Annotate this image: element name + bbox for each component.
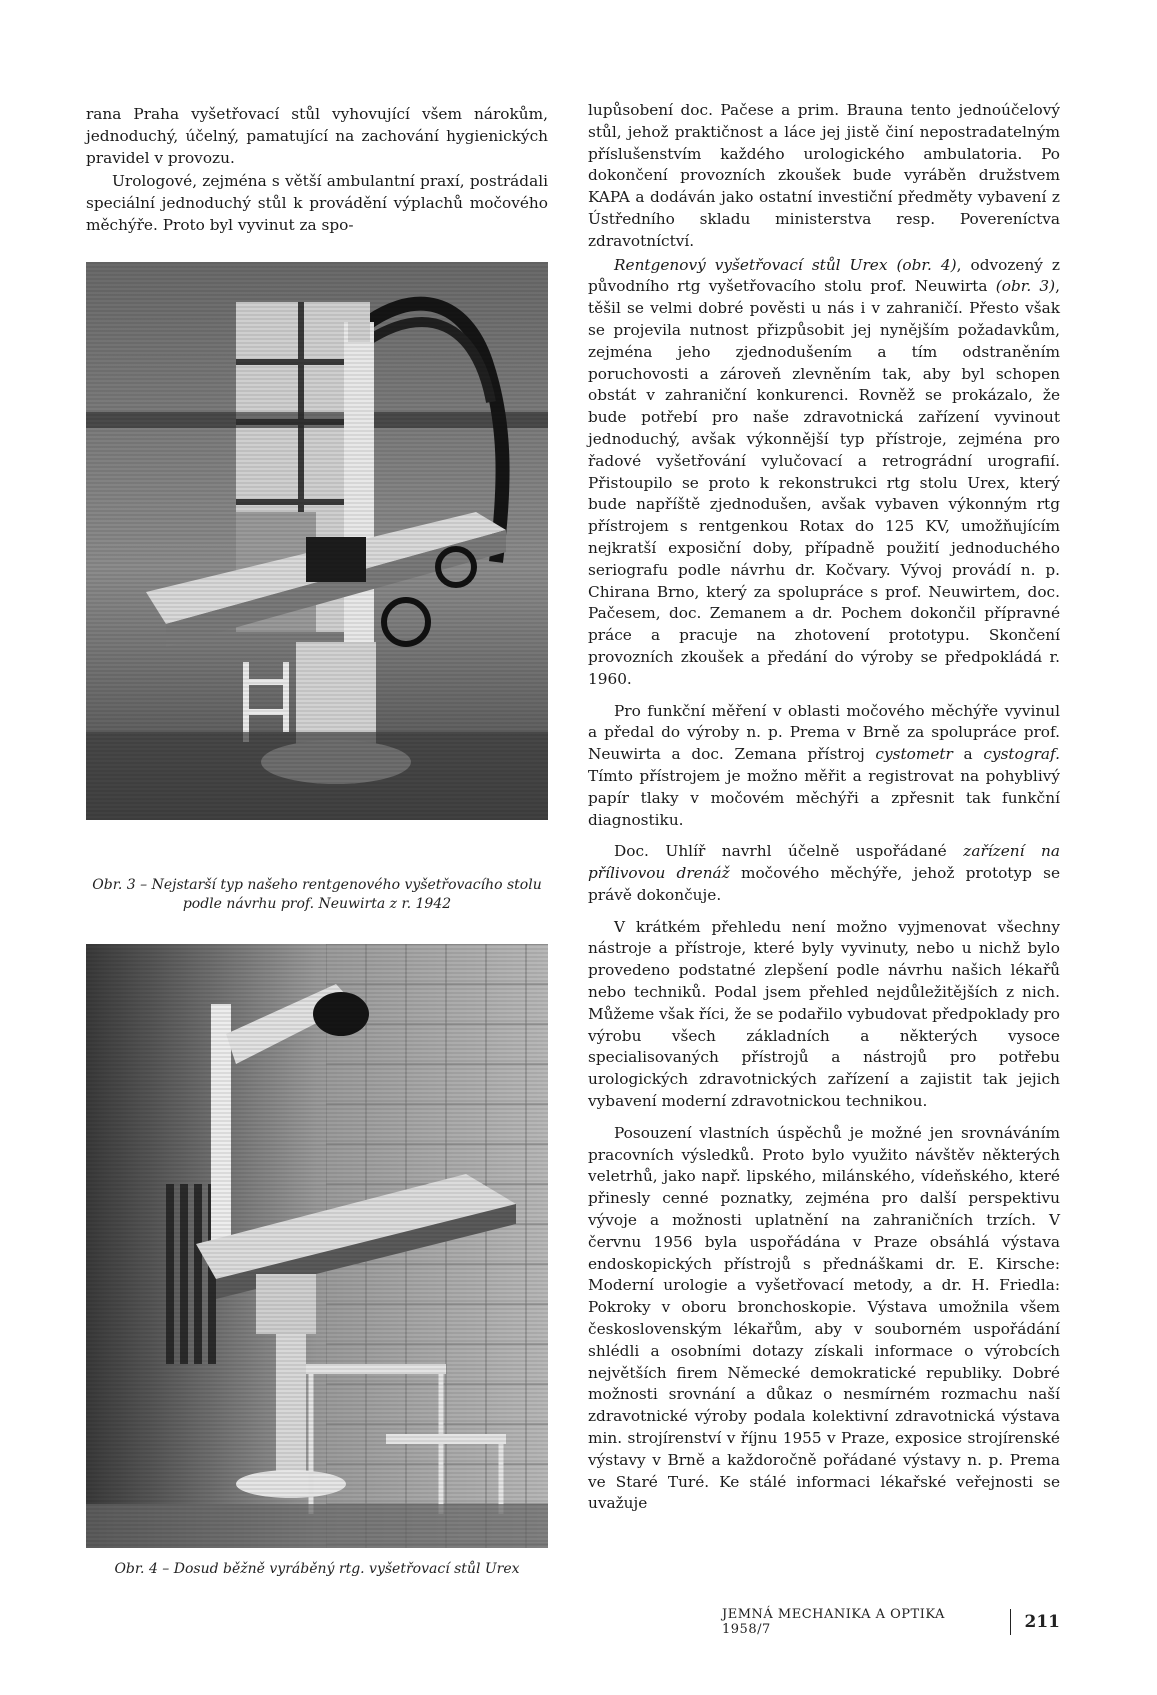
right-paragraph-1: lupůsobení doc. Pačese a prim. Brauna tento jednoúčelový stůl, jehož praktičnost a láce jej jistě činí nepostradatelným příslušenstvím každého urologického ambulatoria. Po dokončení provozních zkoušek bude vyráběn družstvem KAPA a dodáván jako ostatní investiční předměty vybavení z Ústředního skladu ministerstva resp. Povereníctva zdravotníctví. [588, 101, 1060, 250]
p3-and: a [952, 745, 984, 764]
figure-3-photo [86, 262, 548, 820]
urex-title-italic: Rentgenový vyšetřovací stůl Urex [614, 255, 888, 274]
xray-table-urex-photo [86, 944, 548, 1548]
left-paragraph-2: Urologové, zejména s větší ambulantní praxí, postrádali speciální jednoduchý stůl k provádění výplachů močového měchýře. Proto byl vyvinut za spo- [86, 172, 548, 234]
p2-rest: , těšil se velmi dobré pověsti u nás i v zahraničí. Přesto však se projevila nutnost přizpůsobit jej nynějším požadavkům, zejména jeho zjednodušením a tím odstraněním poruchovosti a zároveň zlevněním tak, aby byl schopen obstát v zahraniční konkurenci. Rovněž se prokázalo, že bude potřebí pro naše zdravotnická zařízení vyvinout jednoduchý, avšak výkonnější typ přístroje, zejména pro řadové vyšetřování vylučovací a retrográdní urografií. Přistoupilo se proto k rekonstrukci rtg stolu Urex, který bude napříště zjednodušen, avšak vybaven výkonným rtg přístrojem s rentgenkou Rotax do 125 KV, umožňujícím nejkratší exposiční doby, případně použití jednoduchého seriografu podle návrhu dr. Kočvary. Vývoj provádí n. p. Chirana Brno, který za spolupráce s prof. Neuwirtem, doc. Pačesem, doc. Zemanem a dr. Pochem dokončil přípravné práce a pracuje na zhotovení prototypu. Skončení provozních zkoušek a předání do výroby se předpokládá r. 1960. [588, 277, 1060, 688]
page-number: 211 [1024, 1612, 1060, 1632]
right-paragraph-3 [588, 701, 1060, 832]
right-paragraph-4 [588, 841, 1060, 906]
figure-3-caption: Obr. 3 – Nejstarší typ našeho rentgenového vyšetřovacího stolu podle návrhu prof. Neuwirta z r. 1942 [92, 877, 542, 912]
left-paragraph-1: rana Praha vyšetřovací stůl vyhovující všem nárokům, jednoduchý, účelný, pamatující na zachování hygienických pravidel v provozu. [86, 105, 548, 167]
obr3-ref: (obr. 3) [995, 277, 1056, 296]
drenaz-italic: zařízení na přílivovou drenáž [588, 842, 1061, 883]
p4-rest: močového měchýře, jehož prototyp se právě dokončuje. [588, 864, 1060, 904]
cystometr-italic: cystometr [875, 745, 953, 764]
right-paragraph-6: Posouzení vlastních úspěchů je možné jen srovnáváním pracovních výsledků. Proto bylo využito návštěv některých veletrhů, jako např. lipského, milánského, vídeňského, které přinesly cenné poznatky, zejména pro další perspektivu vývoje a možnosti uplatnění na zahraničních trzích. V červnu 1956 byla uspořádána v Praze obsáhlá výstava endoskopických přístrojů s přednáškami dr. E. Kirsche: Moderní urologie a vyšetřovací metody, a dr. H. Friedla: Pokroky v oboru bronchoskopie. Výstava umožnila všem československým lékařům, aby v souborném uspořádání shlédli a osobními dotazy získali informace o výrobcích největších firem Německé demokratické republiky. Dobré možnosti srovnání a důkaz o nesmírném rozmachu naší zdravotnické výroby podala kolektivní zdravotnická výstava min. strojírenství v říjnu 1955 v Praze, exposice strojírenské výstavy v Brně a každoročně pořádané výstavy n. p. Prema ve Staré Turé. Ke stálé informaci lékařské veřejnosti se uvažuje [588, 1123, 1060, 1513]
obr4-ref: (obr. 4) [896, 255, 957, 274]
journal-name: JEMNÁ MECHANIKA A OPTIKA 1958/7 [722, 1607, 945, 1637]
p3-rest: Tímto přístrojem je možno měřit a registrovat na pohyblivý papír tlaky v močovém měchýři a zpřesnit tak funkční diagnostiku. [588, 766, 1060, 829]
footer-divider [1010, 1609, 1011, 1635]
left-column [86, 104, 548, 237]
p2-mid: , odvozený z původního rtg vyšetřovacího stolu prof. Neuwirta [588, 255, 1060, 296]
figure-4-photo [86, 944, 548, 1548]
right-column [588, 100, 1060, 1515]
figure-4-caption: Obr. 4 – Dosud běžně vyráběný rtg. vyšetřovací stůl Urex [114, 1561, 520, 1577]
xray-table-1942-photo [86, 262, 548, 820]
page-footer [722, 1608, 1060, 1636]
p4-start: Doc. Uhlíř navrhl účelně uspořádané [614, 842, 964, 861]
right-paragraph-5: V krátkém přehledu není možno vyjmenovat všechny nástroje a přístroje, které byly vyvinuty, nebo u nichž bylo provedeno podstatné zlepšení podle návrhu našich lékařů nebo techniků. Podal jsem přehled nejdůležitějších z nich. Můžeme však říci, že se podařilo vybudovat předpoklady pro výrobu všech základních a některých vysoce specialisovaných přístrojů a nástrojů pro potřebu urologických zdravotnických zařízení a zajistit tak jejich vybavení moderní zdravotnickou technikou. [588, 917, 1060, 1111]
cystograf-italic: cystograf. [983, 745, 1060, 764]
right-paragraph-2 [588, 255, 1060, 691]
p3-start: Pro funkční měření v oblasti močového měchýře vyvinul a předal do výroby n. p. Prema v Brně za spolupráce prof. Neuwirta a doc. Zemana přístroj [588, 701, 1060, 764]
